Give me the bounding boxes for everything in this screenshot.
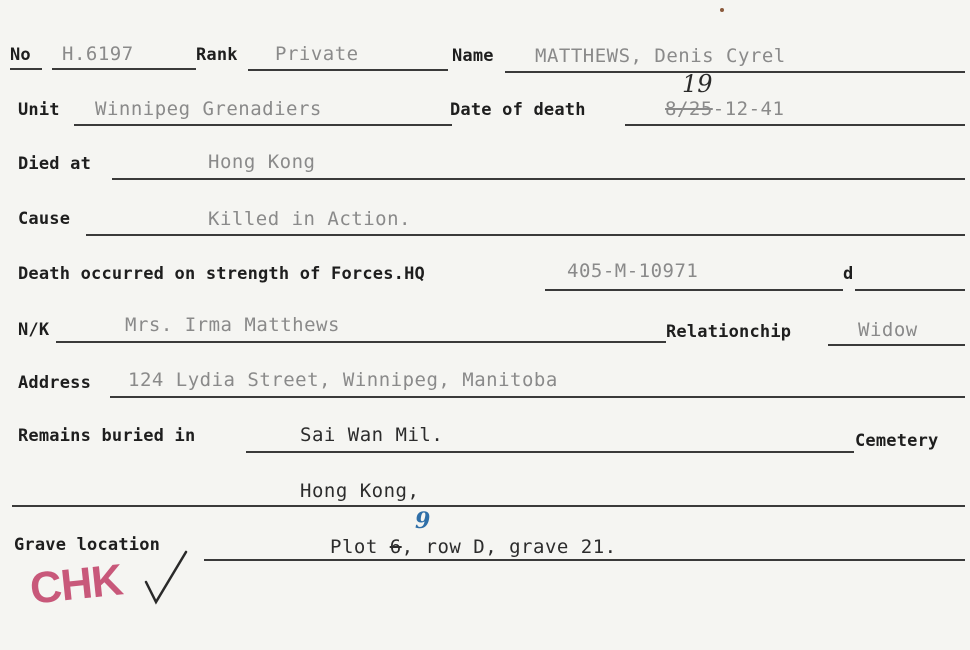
no-label: No bbox=[10, 45, 31, 65]
address-label: Address bbox=[18, 373, 92, 393]
strength-suffix: d bbox=[843, 264, 854, 284]
remains-label: Remains buried in bbox=[18, 426, 196, 446]
remains-value-line-2: Hong Kong, bbox=[300, 480, 420, 502]
grave-struck-plot: 6 bbox=[389, 536, 402, 558]
grave-field-line bbox=[204, 559, 965, 561]
cause-field-line bbox=[86, 234, 965, 236]
unit-value: Winnipeg Grenadiers bbox=[95, 98, 322, 120]
no-value: H.6197 bbox=[62, 43, 134, 65]
remains-value: Sai Wan Mil. bbox=[300, 424, 444, 446]
date-field-line bbox=[625, 124, 965, 126]
no-field-line bbox=[52, 68, 196, 70]
died-at-field-line bbox=[112, 178, 965, 180]
plot-correction-handwritten: 9 bbox=[415, 508, 431, 534]
name-label: Name bbox=[452, 46, 494, 66]
strength-field-line bbox=[545, 289, 843, 291]
name-field-line bbox=[505, 71, 965, 73]
strength-suffix-line bbox=[855, 289, 965, 291]
ink-speck bbox=[720, 8, 724, 12]
cause-value: Killed in Action. bbox=[208, 208, 411, 230]
rank-field-line bbox=[248, 69, 448, 71]
next-of-kin-field-line bbox=[56, 341, 666, 343]
unit-field-line bbox=[74, 124, 452, 126]
rank-label: Rank bbox=[196, 45, 238, 65]
grave-plot-word: Plot bbox=[330, 536, 378, 558]
date-of-death-value bbox=[665, 100, 784, 119]
relationship-field-line bbox=[828, 344, 965, 346]
rank-value: Private bbox=[275, 43, 359, 65]
remains-second-line bbox=[12, 505, 965, 507]
date-of-death-label: Date of death bbox=[450, 100, 586, 120]
next-of-kin-label: N/K bbox=[18, 320, 50, 340]
remains-field-line bbox=[246, 451, 854, 453]
grave-remaining-part: , row D, grave 21. bbox=[401, 536, 617, 558]
grave-location-value bbox=[330, 538, 617, 557]
address-value: 124 Lydia Street, Winnipeg, Manitoba bbox=[128, 369, 558, 391]
check-mark-icon bbox=[140, 548, 200, 608]
date-correction-handwritten: 19 bbox=[682, 70, 713, 98]
date-remaining-part: -12-41 bbox=[712, 98, 785, 120]
relationship-label: Relationchip bbox=[666, 322, 792, 342]
name-value: MATTHEWS, Denis Cyrel bbox=[535, 45, 786, 67]
strength-value: 405-M-10971 bbox=[567, 260, 699, 282]
grave-location-label: Grave location bbox=[14, 535, 161, 555]
relationship-value: Widow bbox=[858, 319, 918, 341]
next-of-kin-value: Mrs. Irma Matthews bbox=[125, 314, 340, 336]
cemetery-label: Cemetery bbox=[855, 431, 939, 451]
died-at-label: Died at bbox=[18, 154, 92, 174]
date-struck-part: 8/25 bbox=[665, 98, 713, 120]
address-field-line bbox=[110, 396, 965, 398]
cause-label: Cause bbox=[18, 209, 71, 229]
chk-stamp: CHK bbox=[27, 555, 125, 614]
unit-label: Unit bbox=[18, 100, 60, 120]
died-at-value: Hong Kong bbox=[208, 151, 316, 173]
strength-label: Death occurred on strength of Forces.HQ bbox=[18, 264, 425, 284]
no-underline bbox=[10, 68, 42, 70]
